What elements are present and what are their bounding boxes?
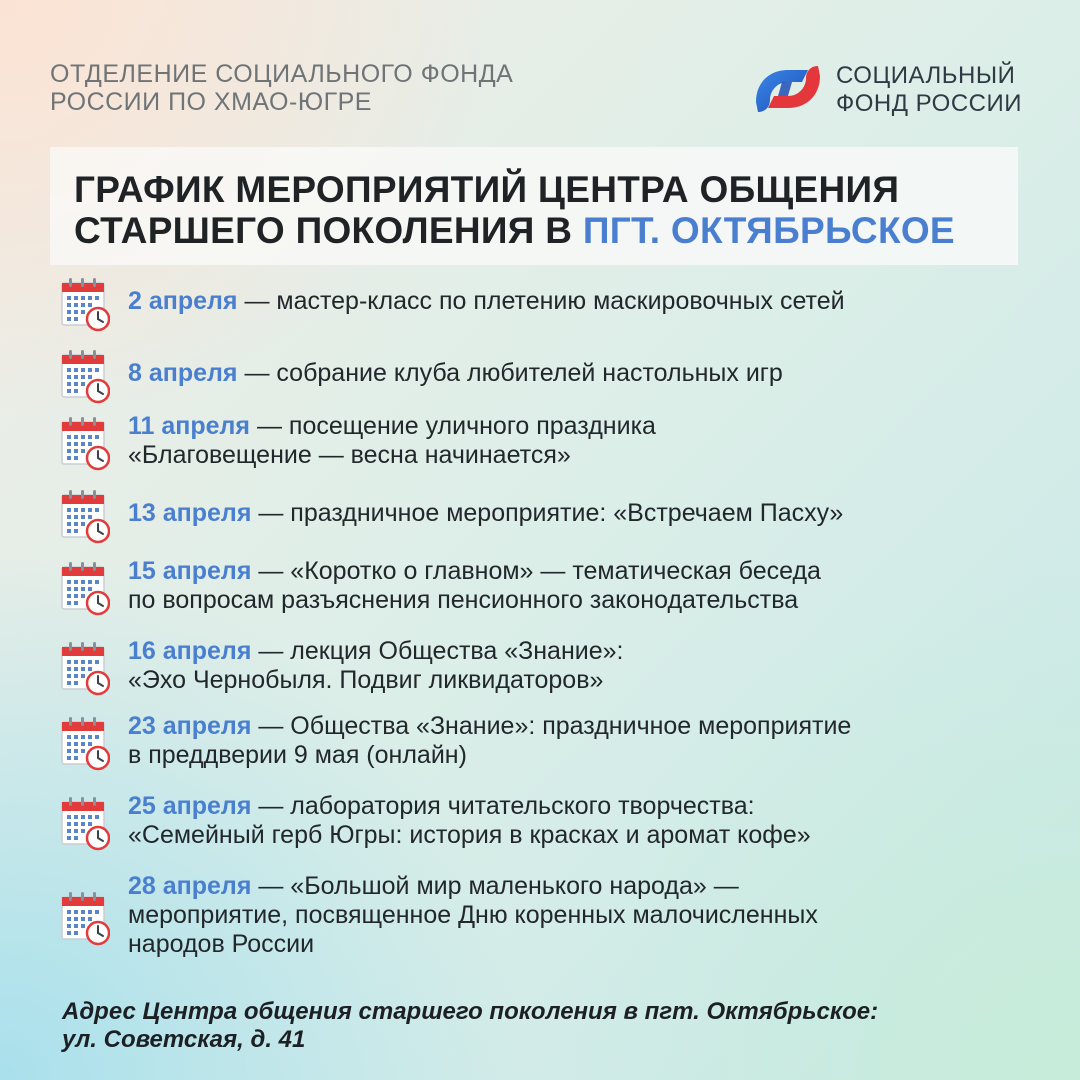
event-date: 28 апреля [128, 872, 252, 900]
calendar-clock-icon [60, 640, 110, 696]
event-icon-wrap [60, 890, 110, 951]
event-line-1 [128, 637, 624, 666]
calendar-clock-icon [60, 488, 110, 544]
organization-name [50, 60, 670, 116]
title-line-2 [74, 210, 955, 251]
title-highlight: ПГТ. ОКТЯБРЬСКОЕ [582, 210, 955, 251]
event-text [128, 872, 818, 959]
event-line-1 [128, 792, 811, 821]
event-date: 2 апреля [128, 287, 238, 315]
event-line-1 [128, 359, 783, 388]
event-date: 15 апреля [128, 557, 252, 585]
calendar-clock-icon [60, 348, 110, 404]
event-icon-wrap [60, 348, 110, 409]
calendar-clock-icon [60, 415, 110, 471]
event-line-1 [128, 712, 851, 741]
event-text [128, 287, 845, 316]
event-date: 25 апреля [128, 792, 252, 820]
event-line-2: в преддверии 9 мая (онлайн) [128, 741, 467, 769]
event-icon-wrap [60, 415, 110, 476]
title-line-2-prefix: СТАРШЕГО ПОКОЛЕНИЯ В [74, 210, 583, 251]
title-line-1: ГРАФИК МЕРОПРИЯТИЙ ЦЕНТРА ОБЩЕНИЯ [74, 169, 900, 210]
calendar-clock-icon [60, 276, 110, 332]
event-description: — мастер-класс по плетению маскировочных сетей [237, 287, 845, 315]
event-date: 13 апреля [128, 499, 252, 527]
event-date: 23 апреля [128, 712, 252, 740]
event-text [128, 557, 821, 615]
event-date: 8 апреля [128, 359, 238, 387]
event-line-2: по вопросам разъяснения пенсионного законодательства [128, 586, 799, 614]
event-description: — лекция Общества «Знание»: [251, 637, 624, 665]
calendar-clock-icon [60, 715, 110, 771]
event-icon-wrap [60, 276, 110, 337]
event-line-2: «Благовещение — весна начинается» [128, 441, 571, 469]
event-icon-wrap [60, 560, 110, 621]
address [62, 998, 878, 1054]
sfr-logo [752, 58, 1042, 120]
event-date: 11 апреля [128, 412, 251, 440]
event-text [128, 712, 851, 770]
event-line-2: «Эхо Чернобыля. Подвиг ликвидаторов» [128, 666, 604, 694]
page-title [74, 169, 955, 251]
event-text [128, 792, 811, 850]
event-description: — Общества «Знание»: праздничное мероприятие [251, 712, 852, 740]
event-line-1 [128, 287, 845, 316]
event-line-1 [128, 872, 818, 901]
logo-text [836, 62, 1022, 118]
sfr-logo-icon [752, 58, 824, 120]
org-line-2: РОССИИ ПО ХМАО-ЮГРЕ [50, 88, 372, 116]
event-description: — «Коротко о главном» — тематическая беседа [251, 557, 821, 585]
calendar-clock-icon [60, 560, 110, 616]
calendar-clock-icon [60, 795, 110, 851]
logo-line-1: СОЦИАЛЬНЫЙ [836, 62, 1016, 89]
event-line-2: «Семейный герб Югры: история в красках и аромат кофе» [128, 821, 811, 849]
address-line-1: Адрес Центра общения старшего поколения в пгт. Октябрьское: [62, 998, 879, 1025]
event-line-3: народов России [128, 930, 315, 958]
event-text [128, 412, 656, 470]
event-line-1 [128, 499, 843, 528]
event-description: — собрание клуба любителей настольных игр [237, 359, 783, 387]
event-text [128, 637, 624, 695]
event-icon-wrap [60, 640, 110, 701]
event-description: — праздничное мероприятие: «Встречаем Пасху» [251, 499, 844, 527]
event-icon-wrap [60, 488, 110, 549]
title-box [50, 147, 1018, 265]
address-line-2: ул. Советская, д. 41 [62, 1026, 306, 1053]
event-icon-wrap [60, 795, 110, 856]
event-description: — посещение уличного праздника [250, 412, 656, 440]
event-text [128, 499, 843, 528]
event-date: 16 апреля [128, 637, 252, 665]
event-description: — лаборатория читательского творчества: [251, 792, 755, 820]
logo-line-2: ФОНД РОССИИ [836, 90, 1022, 117]
event-line-1 [128, 557, 821, 586]
org-line-1: ОТДЕЛЕНИЕ СОЦИАЛЬНОГО ФОНДА [50, 60, 514, 88]
event-line-2: мероприятие, посвященное Дню коренных малочисленных [128, 901, 818, 929]
event-line-1 [128, 412, 656, 441]
calendar-clock-icon [60, 890, 110, 946]
event-icon-wrap [60, 715, 110, 776]
event-text [128, 359, 783, 388]
event-description: — «Большой мир маленького народа» — [251, 872, 739, 900]
